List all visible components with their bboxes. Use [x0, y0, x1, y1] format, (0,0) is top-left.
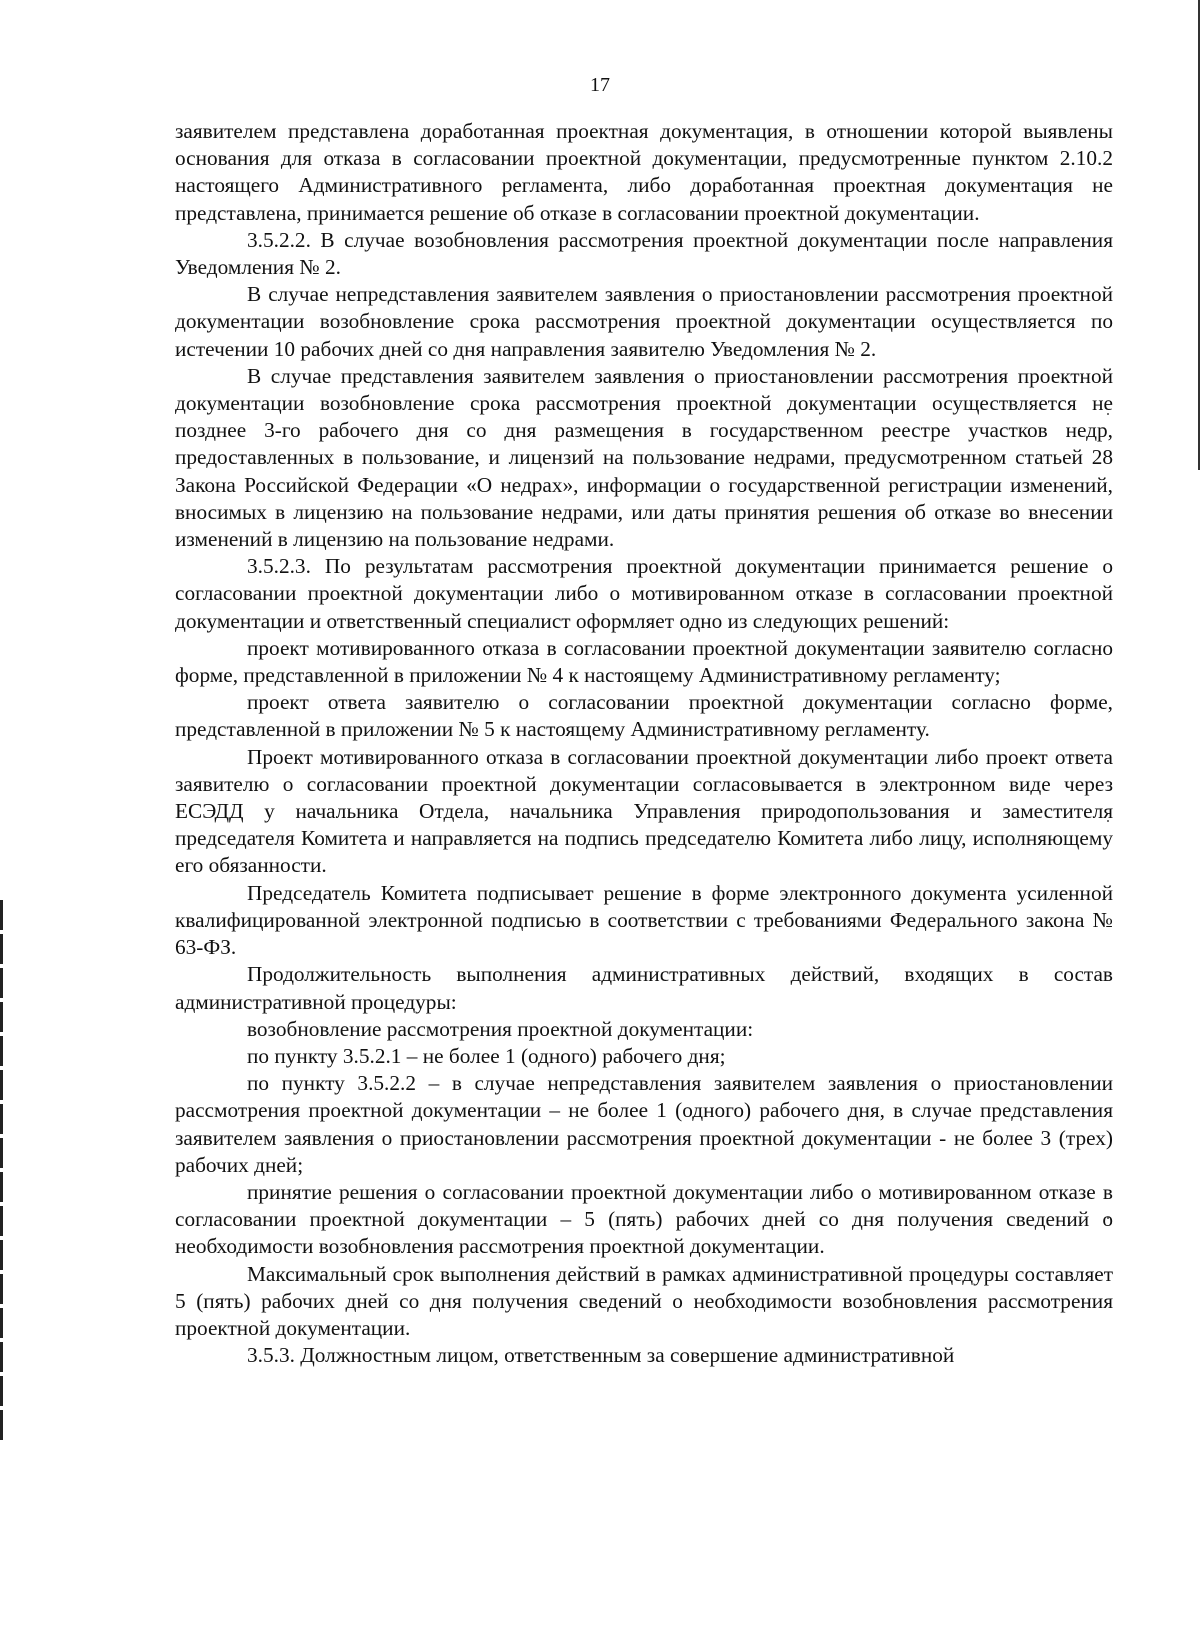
paragraph: Председатель Комитета подписывает решение в форме электронного документа усиленной квалифицированной электронной подписью в соответствии с требованиями Федерального закона № 63-ФЗ. — [175, 880, 1113, 960]
paragraph: 3.5.2.2. В случае возобновления рассмотрения проектной документации после направления Уведомления № 2. — [175, 227, 1113, 280]
paragraph: принятие решения о согласовании проектной документации либо о мотивированном отказе в согласовании проектной документации – 5 (пять) рабочих дней со дня получения сведений о необходимости возобновления рассмотрения проектной документации. — [175, 1179, 1113, 1259]
paragraph: по пункту 3.5.2.2 – в случае непредставления заявителем заявления о приостановлении рассмотрения проектной документации – не более 1 (одного) рабочего дня, в случае представления заявителем заявления о приостановлении рассмотрения проектной документации - не более 3 (трех) рабочих дней; — [175, 1071, 1113, 1177]
paragraph: Максимальный срок выполнения действий в рамках административной процедуры составляет 5 (пять) рабочих дней со дня получения сведений о необходимости возобновления рассмотрения проектной документации. — [175, 1261, 1113, 1340]
paragraph: В случае представления заявителем заявления о приостановлении рассмотрения проектной документации возобновление срока рассмотрения проектной документации осуществляется не позднее 3-го рабочего дня со дня размещения в государственном реестре участков недр, предоставленных в пользование, и лицензий на пользование недрами, предусмотренном статьей 28 Закона Российской Федерации «О недрах», информации о государственной регистрации изменений, вносимых в лицензию на пользование недрами, или даты принятия решения об отказе во внесении изменений в лицензию на пользование недрами. — [175, 363, 1113, 552]
paragraph: по пункту 3.5.2.1 – не более 1 (одного) рабочего дня; — [247, 1043, 726, 1068]
paragraph: В случае непредставления заявителем заявления о приостановлении рассмотрения проектной документации возобновление срока рассмотрения проектной документации осуществляется по истечении 10 рабочих дней со дня направления заявителю Уведомления № 2. — [175, 282, 1113, 361]
paragraph: 3.5.2.3. По результатам рассмотрения проектной документации принимается решение о согласовании проектной документации либо о мотивированном отказе в согласовании проектной документации и ответственный специалист оформляет одно из следующих решений: — [175, 554, 1113, 633]
scan-edge-left — [0, 900, 3, 1440]
paragraph: проект мотивированного отказа в согласовании проектной документации заявителю согласно форме, представленной в приложении № 4 к настоящему Административному регламенту; — [175, 635, 1113, 688]
page-number: 17 — [590, 74, 610, 96]
paragraph: 3.5.3. Должностным лицом, ответственным за совершение административной — [247, 1343, 955, 1368]
body-text — [175, 118, 1113, 1369]
paragraph: заявителем представлена доработанная проектная документация, в отношении которой выявлены основания для отказа в согласовании проектной документации, предусмотренные пунктом 2.10.2 настоящего Административного регламента, либо доработанная проектная документация не представлена, принимается решение об отказе в согласовании проектной документации. — [175, 119, 1113, 225]
paragraph: Проект мотивированного отказа в согласовании проектной документации либо проект ответа заявителю о согласовании проектной документации согласовывается в электронном виде через ЕСЭДД у начальника Отдела, начальника Управления природопользования и заместителя председателя Комитета и направляется на подпись председателю Комитета либо лицу, исполняющему его обязанности. — [175, 744, 1113, 878]
paragraph: возобновление рассмотрения проектной документации: — [247, 1016, 754, 1041]
paragraph: проект ответа заявителю о согласовании проектной документации согласно форме, представленной в приложении № 5 к настоящему Административному регламенту. — [175, 690, 1113, 742]
paragraph: Продолжительность выполнения административных действий, входящих в состав административной процедуры: — [175, 962, 1113, 1014]
